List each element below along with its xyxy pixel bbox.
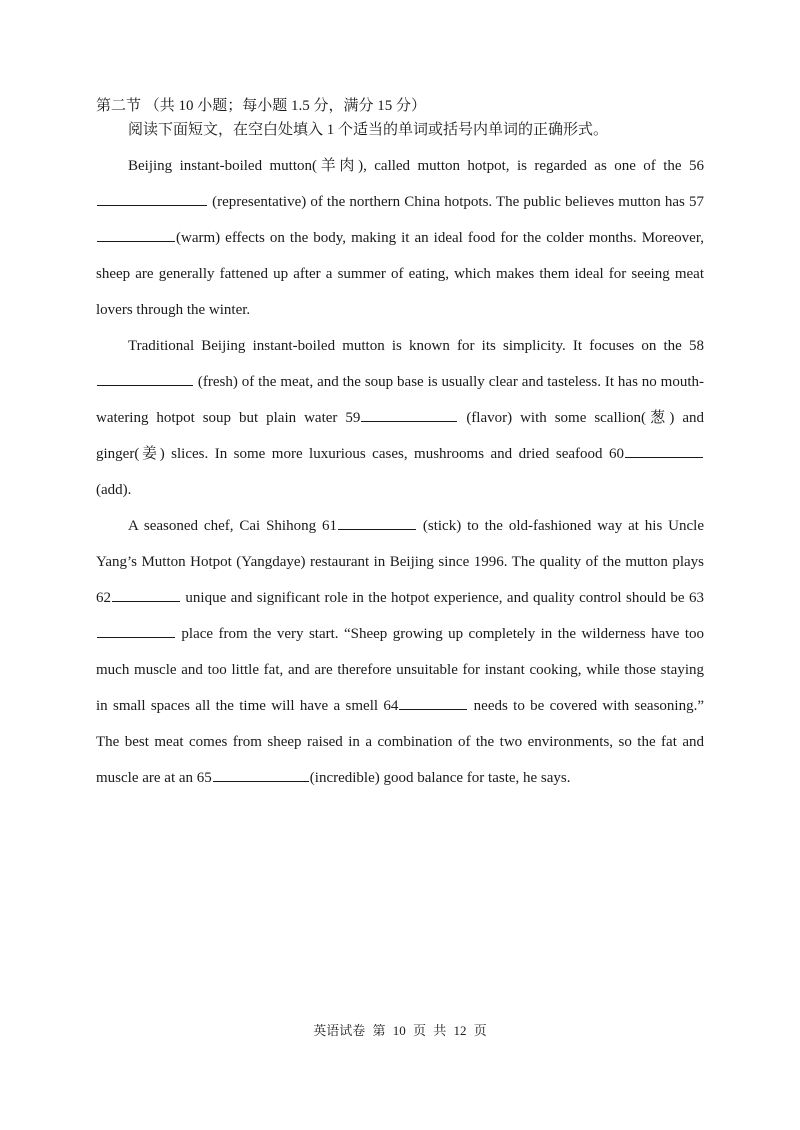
answer-blank-58[interactable]	[97, 371, 193, 386]
page-footer: 英语试卷 第 10 页 共 12 页	[313, 1023, 487, 1038]
answer-blank-64[interactable]	[399, 695, 467, 710]
answer-blank-57[interactable]	[97, 227, 175, 242]
passage-text: (fresh) of the meat, and the soup base is usually clear and tasteless. It has no mouth-watering hotpot soup but plain water 59	[96, 374, 704, 426]
passage-text: (stick) to the old-fashioned way at his Uncle Yang’s Mutton Hotpot (Yangdaye) restaurant in Beijing since 1996. The quality of the mutton plays 62	[96, 518, 704, 606]
passage-text: Traditional Beijing instant-boiled mutton is known for its simplicity. It focuses on the 58	[128, 338, 704, 354]
passage-text: (representative) of the northern China hotpots. The public believes mutton has 57	[208, 194, 704, 210]
passage-text: (warm) effects on the body, making it an ideal food for the colder months. Moreover, sheep are generally fattened up after a summer of eating, which makes them ideal for seeing meat lovers through the winter.	[96, 230, 704, 318]
section-instruction: 阅读下面短文，在空白处填入 1 个适当的单词或括号内单词的正确形式。	[128, 122, 609, 138]
answer-blank-63[interactable]	[97, 623, 175, 638]
passage-paragraph-1	[96, 148, 704, 328]
section-header: 第二节 （共 10 小题；每小题 1.5 分，满分 15 分）	[96, 98, 427, 114]
answer-blank-62[interactable]	[112, 587, 180, 602]
answer-blank-60[interactable]	[625, 443, 703, 458]
passage-text: place from the very start. “Sheep growing up completely in the wilderness have too much muscle and too little fat, and are therefore unsuitable for instant cooking, while those staying in small spaces all the time will have a smell 64	[96, 626, 704, 714]
answer-blank-61[interactable]	[338, 515, 416, 530]
passage-text: Beijing instant-boiled mutton(羊肉), called mutton hotpot, is regarded as one of the 56	[128, 158, 704, 174]
passage-paragraph-3	[96, 508, 704, 796]
passage-text: unique and significant role in the hotpot experience, and quality control should be 63	[181, 590, 704, 606]
passage-text: (incredible) good balance for taste, he says.	[309, 770, 571, 786]
answer-blank-56[interactable]	[97, 191, 207, 206]
reading-passage	[96, 148, 704, 796]
passage-text: (add).	[96, 482, 132, 498]
passage-text: (flavor) with some scallion(葱) and ginger(姜) slices. In some more luxurious cases, mushrooms and dried seafood 60	[96, 410, 704, 462]
answer-blank-65[interactable]	[213, 767, 309, 782]
passage-text: needs to be covered with seasoning.” The best meat comes from sheep raised in a combination of the two environments, so the fat and muscle are at an 65	[96, 698, 704, 786]
passage-text: A seasoned chef, Cai Shihong 61	[128, 518, 337, 534]
passage-paragraph-2	[96, 328, 704, 508]
answer-blank-59[interactable]	[361, 407, 457, 422]
